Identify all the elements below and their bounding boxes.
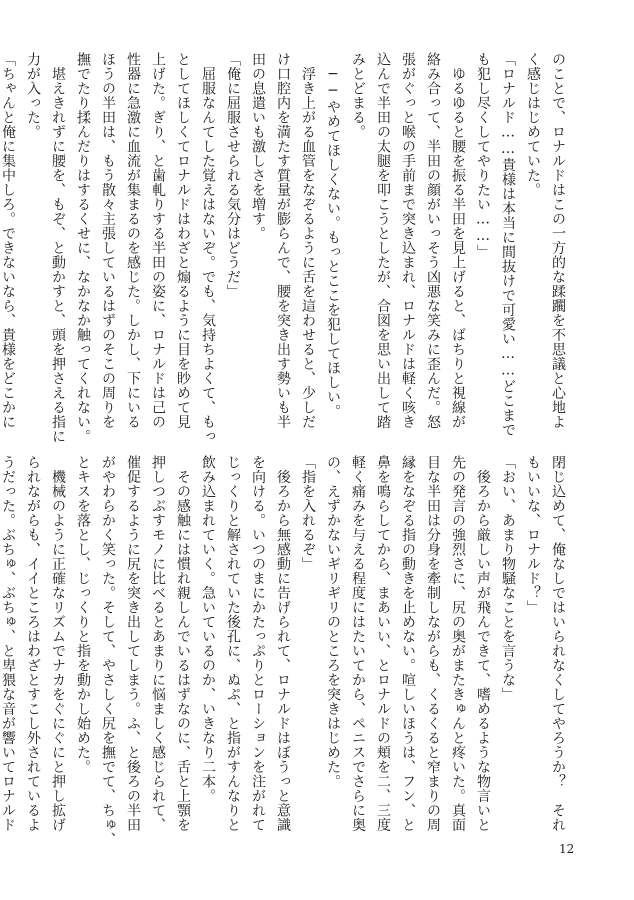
page-number: 12 xyxy=(559,842,575,856)
text-line: 「ロナルド……貴様は本当に間抜けで可愛い……どこまで xyxy=(500,52,516,437)
text-line: ──やめてほしくない。もっとここを犯してほしい。 xyxy=(325,52,341,419)
text-line: がやわらかく笑った。そして、やさしく尻を撫でて、ちゅ、 xyxy=(100,455,116,847)
text-line: 飲み込まれていく。急いているのか、いきなり二本。 xyxy=(200,455,216,803)
text-line: られながらも、イイところはわざとすこし外されているよ xyxy=(25,455,41,832)
text-line: 性器に急激に血流が集まるのを感じた。しかし、下にいる xyxy=(125,52,141,429)
text-line: 絡み合って、半田の顔がいっそう凶悪な笑みに歪んだ。怒 xyxy=(425,52,441,429)
upper-text-tier xyxy=(0,52,570,444)
text-line: 閉じ込めて、俺なしではいられなくしてやろうか？ それ xyxy=(550,455,566,832)
text-line: ゆるゆると腰を振る半田を見上げると、ばちりと視線が xyxy=(450,52,466,429)
text-line: 後ろから無感動に告げられて、ロナルドはぼうっと意識 xyxy=(275,455,291,832)
text-line: うだった。ぶちゅ、ぶちゅ、と卑猥な音が響いてロナルド xyxy=(0,455,16,832)
text-line: じっくりと解されていた後孔に、ぬぷ、と指がすんなりと xyxy=(225,455,241,832)
text-line: 軽く痛みを与える程度にはたいてから、ペニスでさらに奥 xyxy=(350,455,366,832)
text-line: の、えずかないギリギリのところを突きはじめた。 xyxy=(325,455,341,789)
text-line: 込んで半田の太腿を叩こうとしたが、合図を思い出して踏 xyxy=(375,52,391,429)
text-line: 縁をなぞる指の動きを止めない。喧しいほうは、フン、と xyxy=(400,455,416,832)
text-line: とキスを落とし、じっくりと指を動かし始めた。 xyxy=(75,455,91,774)
text-line: としてほしくてロナルドはわざと煽るように目を眇めて見 xyxy=(175,52,191,429)
text-line: 張がぐっと喉の手前まで突き込まれ、ロナルドは軽く咳き xyxy=(400,52,416,429)
text-line: 田の息遣いも激しさを増す。 xyxy=(250,52,266,241)
text-line: 「俺に屈服させられる気分はどうだ」 xyxy=(225,52,241,299)
text-line: のことで、ロナルドはこの一方的な蹂躙を不思議と心地よ xyxy=(550,52,566,429)
upper-text-body xyxy=(0,52,570,444)
text-line: を向ける。いつのまにかたっぷりとローションを注がれて xyxy=(250,455,266,832)
text-line: く感じはじめていた。 xyxy=(525,52,541,197)
text-line: 堪えきれずに腰を、もぞ、と動かすと、頭を押さえる指に xyxy=(50,52,66,444)
text-line: け口腔内を満たす質量が膨らんで、腰を突き出す勢いも半 xyxy=(275,52,291,429)
text-line: 鼻を鳴らしてから、まあいい、とロナルドの頬を二、三度 xyxy=(375,455,391,832)
text-line: 目な半田は分身を牽制しながらも、くるくると窄まりの周 xyxy=(425,455,441,832)
text-line: 屈服なんてした覚えはないぞ。でも、気持ちよくて、もっ xyxy=(200,52,216,444)
text-line: 機械のように正確なリズムでナカをぐにぐにと押し拡げ xyxy=(50,455,66,832)
text-line: 催促するように尻を突き出してしまう。ふ、と後ろの半田 xyxy=(125,455,141,832)
lower-text-tier xyxy=(0,455,570,847)
text-line: 力が入った。 xyxy=(25,52,41,139)
text-line: 「ちゃんと俺に集中しろ。できないなら、貴様をどこかに xyxy=(0,52,16,429)
text-line: 先の発言の強烈さに、尻の奥がまたきゅんと疼いた。真面 xyxy=(450,455,466,832)
text-line: 撫でたり揉んだりはするくせに、なかなか触ってくれない。 xyxy=(75,52,91,444)
text-line: その感触には慣れ親しんでいるはずなのに、舌と上顎を xyxy=(175,455,191,832)
text-line: 「おい、あまり物騒なことを言うな」 xyxy=(500,455,516,702)
text-line: 後ろから厳しい声が飛んできて、嗜めるような物言いと xyxy=(475,455,491,832)
text-line: もいいな、ロナルド？」 xyxy=(525,455,541,615)
text-line: 「指を入れるぞ」 xyxy=(300,455,316,571)
lower-text-body xyxy=(0,455,570,847)
text-line: も犯し尽くしてやりたい……」 xyxy=(475,52,491,259)
text-line: ほうの半田は、もう散々主張しているはずのそこの周りを xyxy=(100,52,116,429)
text-line: 浮き上がる血管をなぞるように舌を這わせると、少しだ xyxy=(300,52,316,429)
text-line: 押しつぶすモノに比べるとあまりに悩ましく感じられて、 xyxy=(150,455,166,832)
text-line: みとどまる。 xyxy=(350,52,366,139)
text-line: 上げた。ぎり、と歯軋りする半田の姿に、ロナルドは己の xyxy=(150,52,166,429)
